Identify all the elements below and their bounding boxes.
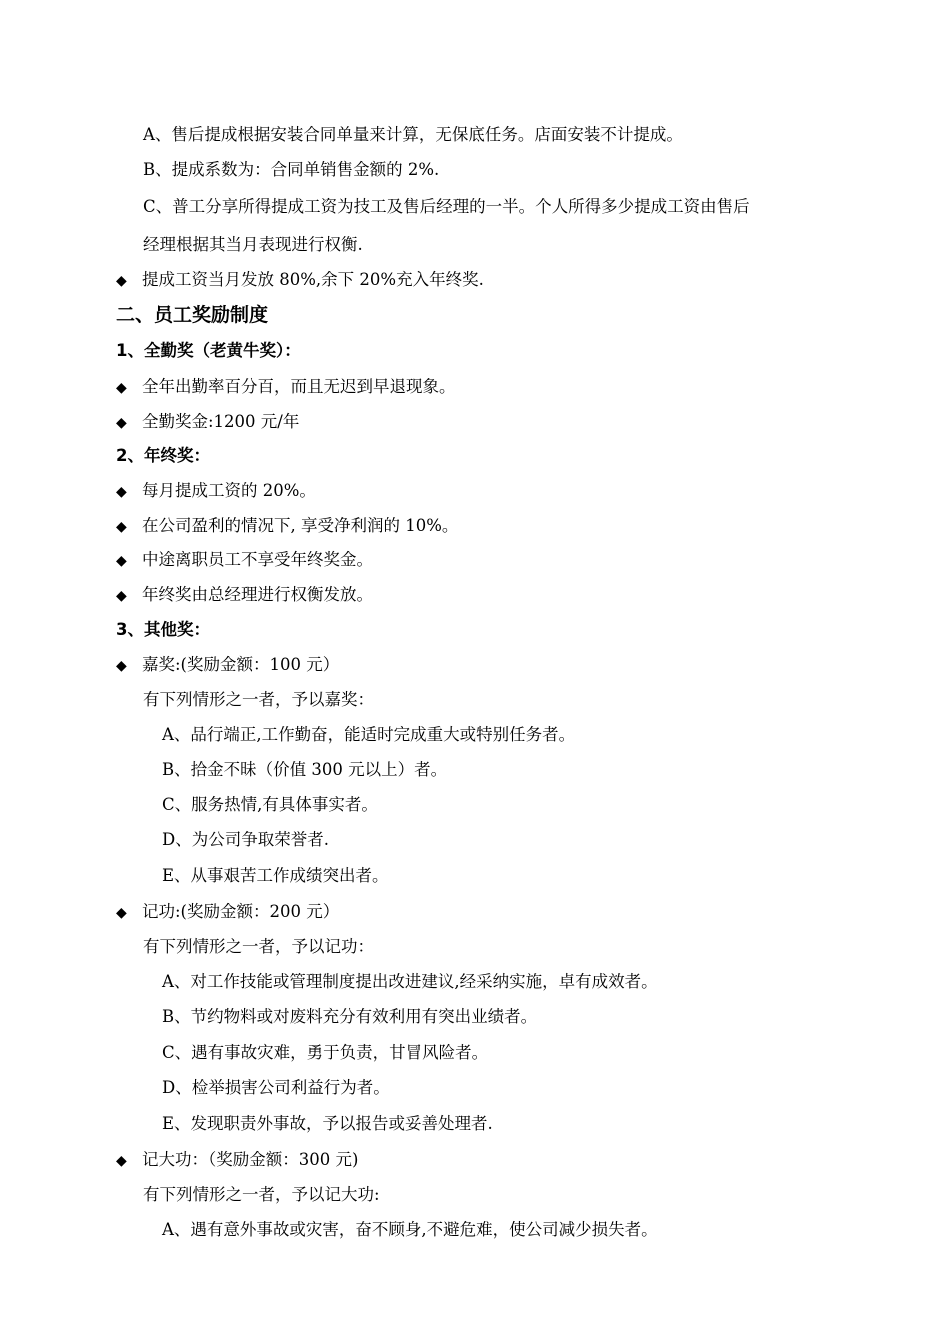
- text-line: 有下列情形之一者，予以记功：: [143, 937, 374, 956]
- text-line: C、普工分享所得提成工资为技工及售后经理的一半。个人所得多少提成工资由售后: [143, 197, 750, 216]
- bullet-text: 嘉奖:(奖励金额：100 元）: [142, 655, 340, 674]
- text-line: A、遇有意外事故或灾害，奋不顾身,不避危难，使公司减少损失者。: [162, 1220, 658, 1239]
- diamond-bullet-icon: ◆: [116, 484, 127, 500]
- text-line: B、提成系数为：合同单销售金额的 2%.: [143, 160, 440, 179]
- subsection-heading: 1、全勤奖（老黄牛奖）：: [116, 341, 301, 360]
- diamond-bullet-icon: ◆: [116, 553, 127, 569]
- bullet-item: [116, 549, 373, 571]
- diamond-bullet-icon: ◆: [116, 588, 127, 604]
- text-line: A、品行端正,工作勤奋，能适时完成重大或特别任务者。: [162, 725, 576, 744]
- text-line: 经理根据其当月表现进行权衡.: [143, 235, 363, 254]
- bullet-text: 每月提成工资的 20%。: [142, 481, 316, 500]
- bullet-text: 中途离职员工不享受年终奖金。: [142, 550, 373, 569]
- text-line: A、对工作技能或管理制度提出改进建议,经采纳实施，卓有成效者。: [162, 972, 658, 991]
- bullet-text: 记大功：（奖励金额：300 元): [142, 1150, 359, 1169]
- diamond-bullet-icon: ◆: [116, 273, 127, 289]
- bullet-text: 记功:(奖励金额：200 元）: [142, 902, 340, 921]
- bullet-text: 提成工资当月发放 80%,余下 20%充入年终奖.: [142, 270, 484, 289]
- bullet-item: [116, 411, 299, 433]
- text-line: A、售后提成根据安装合同单量来计算，无保底任务。店面安装不计提成。: [143, 125, 683, 144]
- bullet-item: [116, 376, 456, 398]
- section-heading: 二、员工奖励制度: [116, 304, 269, 326]
- text-line: B、节约物料或对废料充分有效利用有突出业绩者。: [162, 1007, 538, 1026]
- diamond-bullet-icon: ◆: [116, 519, 127, 535]
- diamond-bullet-icon: ◆: [116, 380, 127, 396]
- bullet-item: [116, 584, 373, 606]
- bullet-item: [116, 654, 339, 676]
- bullet-item: [116, 901, 339, 923]
- text-line: 有下列情形之一者，予以记大功:: [143, 1185, 380, 1204]
- bullet-text: 全年出勤率百分百，而且无迟到早退现象。: [142, 377, 456, 396]
- bullet-item: [116, 515, 458, 537]
- text-line: C、服务热情,有具体事实者。: [162, 795, 378, 814]
- text-line: E、发现职责外事故，予以报告或妥善处理者.: [162, 1114, 493, 1133]
- diamond-bullet-icon: ◆: [116, 415, 127, 431]
- diamond-bullet-icon: ◆: [116, 1153, 127, 1169]
- text-line: C、遇有事故灾难，勇于负责，甘冒风险者。: [162, 1043, 489, 1062]
- text-line: D、为公司争取荣誉者.: [162, 830, 329, 849]
- text-line: E、从事艰苦工作成绩突出者。: [162, 866, 389, 885]
- diamond-bullet-icon: ◆: [116, 658, 127, 674]
- text-line: 有下列情形之一者，予以嘉奖：: [143, 690, 374, 709]
- text-line: B、拾金不昧（价值 300 元以上）者。: [162, 760, 448, 779]
- subsection-heading: 2、年终奖：: [116, 446, 210, 465]
- text-line: D、检举损害公司利益行为者。: [162, 1078, 390, 1097]
- bullet-item: [116, 1149, 358, 1171]
- subsection-heading: 3、其他奖：: [116, 620, 210, 639]
- bullet-text: 在公司盈利的情况下, 享受净利润的 10%。: [142, 516, 459, 535]
- bullet-text: 全勤奖金:1200 元/年: [142, 412, 300, 431]
- bullet-item: [116, 480, 316, 502]
- diamond-bullet-icon: ◆: [116, 905, 127, 921]
- bullet-item: [116, 269, 484, 291]
- bullet-text: 年终奖由总经理进行权衡发放。: [142, 585, 373, 604]
